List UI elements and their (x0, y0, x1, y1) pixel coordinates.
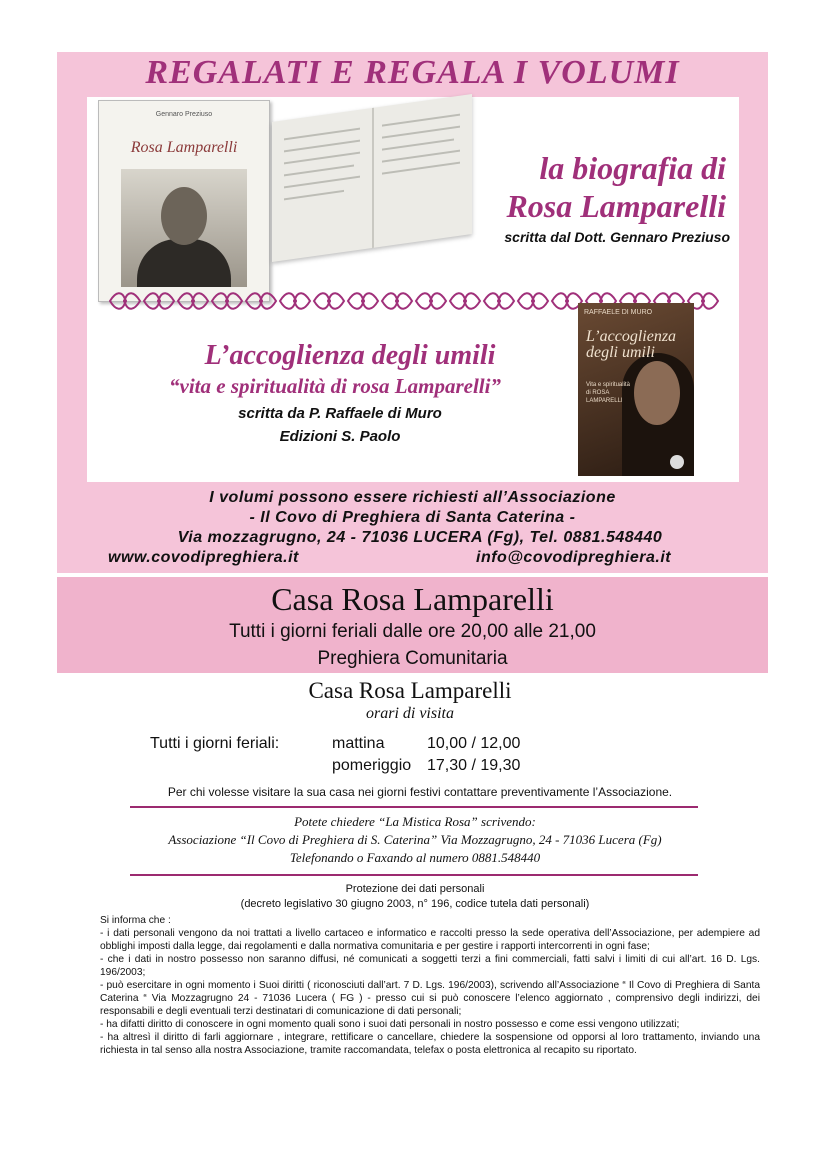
association-name: - Il Covo di Preghiera di Santa Caterina - (249, 509, 576, 526)
biography-heading-line1: la biografia di (539, 150, 726, 186)
prayer-hours: Tutti i giorni feriali dalle ore 20,00 alle 21,00 (229, 621, 596, 642)
cover-title: L’accoglienza degli umili (586, 328, 677, 361)
cover-author: RAFFAELE DI MURO (584, 309, 653, 316)
privacy-intro: Si informa che : (100, 915, 171, 926)
book-cover-title: Rosa Lamparelli (130, 139, 238, 156)
privacy-body (100, 914, 760, 1057)
portrait-photo (121, 169, 247, 287)
privacy-paragraph: - i dati personali vengono da noi trattati a livello cartaceo e informatico e raccolti presso la sede operativa dell’Associazione, per adempiere ad obblighi imposti dalla legge, dai regolamenti e dalla normativa comunitaria e per gestire i rapporti intercorrenti in ogni fase; (100, 928, 760, 952)
privacy-title: Protezione dei dati personali (345, 883, 485, 895)
contact-intro: I volumi possono essere richiesti all’Associazione (209, 489, 616, 506)
visit-title: Casa Rosa Lamparelli (308, 678, 512, 703)
book-title-accoglienza: L’accoglienza degli umili (204, 340, 496, 371)
book-author-accoglienza: scritta da P. Raffaele di Muro (238, 405, 442, 422)
request-line2: Associazione “Il Covo di Preghiera di S. Caterina” Via Mozzagrugno, 24 - 71036 Lucera (Fg) (168, 832, 662, 847)
book-cover-author: Gennaro Preziuso (155, 111, 213, 118)
association-address: Via mozzagrugno, 24 - 71036 LUCERA (Fg), Tel. 0881.548440 (177, 529, 663, 546)
visit-morning-label: mattina (332, 735, 385, 752)
visit-morning-time: 10,00 / 12,00 (427, 735, 521, 752)
visit-afternoon-label: pomeriggio (332, 757, 412, 774)
book-cover-accoglienza (578, 303, 694, 476)
visit-subtitle: orari di visita (365, 705, 454, 722)
portrait-face (161, 187, 207, 245)
biography-author: scritta dal Dott. Gennaro Preziuso (504, 229, 730, 245)
visit-note: Per chi volesse visitare la sua casa nei giorni festivi contattare preventivamente l’Associazione. (167, 785, 673, 799)
divider-top (130, 806, 698, 808)
cover-portrait-face (634, 361, 680, 425)
divider-bottom (130, 874, 698, 876)
biography-heading-line2: Rosa Lamparelli (506, 188, 726, 224)
casa-title: Casa Rosa Lamparelli (271, 581, 554, 617)
visit-afternoon-time: 17,30 / 19,30 (427, 757, 521, 774)
publisher-logo-icon (670, 455, 684, 469)
cover-subtitle: Vita e spiritualità di ROSA LAMPARELLI (586, 382, 630, 404)
privacy-subtitle: (decreto legislativo 30 giugno 2003, n° 196, codice tutela dati personali) (240, 898, 590, 910)
book-publisher: Edizioni S. Paolo (279, 428, 401, 445)
book-subtitle-accoglienza: “vita e spiritualità di rosa Lamparelli” (169, 374, 501, 398)
visit-days: Tutti i giorni feriali: (150, 735, 280, 752)
request-line1: Potete chiedere “La Mistica Rosa” scrivendo: (294, 814, 536, 829)
book-cover-biografia (98, 100, 270, 302)
email-link[interactable]: info@covodipreghiera.it (476, 549, 672, 566)
privacy-paragraph: - che i dati in nostro possesso non saranno diffusi, né comunicati a soggetti terzi a fini commerciali, fatti salvi i limiti di cui all’art. 16 D. Lgs. 196/2003; (100, 954, 760, 978)
portrait-veil (137, 239, 231, 287)
request-line3: Telefonando o Faxando al numero 0881.548440 (289, 850, 541, 865)
website-link[interactable]: www.covodipreghiera.it (108, 549, 299, 566)
headline: REGALATI E REGALA I VOLUMI (145, 54, 680, 91)
privacy-paragraph: - ha altresì il diritto di farli aggiornare , integrare, rettificare o cancellare, chiedere la sospensione od opporsi al loro trattamento, inviando una richiesta in tal senso alla nostra Associazione, tramite raccomandata, telefax o posta elettronica al recapito su riportato. (100, 1032, 760, 1056)
privacy-paragraph: - ha difatti diritto di conoscere in ogni momento quali sono i suoi dati personali in nostro possesso e come essi vengono utilizzati; (100, 1019, 680, 1030)
privacy-paragraph: - può esercitare in ogni momento i Suoi diritti ( riconosciuti dall’art. 7 D. Lgs. 196/2003), scrivendo all’Associazione “ Il Covo di Preghiera di Santa Caterina “ Via Mozzagrugno 24 - 71036 Lucera ( FG ) - presso cui si può conoscere l’elenco aggiornato , comprensivo degli indirizzi, dei responsabili e degli eventuali terzi destinatari di comunicazione di dati personali; (100, 980, 760, 1017)
prayer-label: Preghiera Comunitaria (317, 648, 508, 669)
